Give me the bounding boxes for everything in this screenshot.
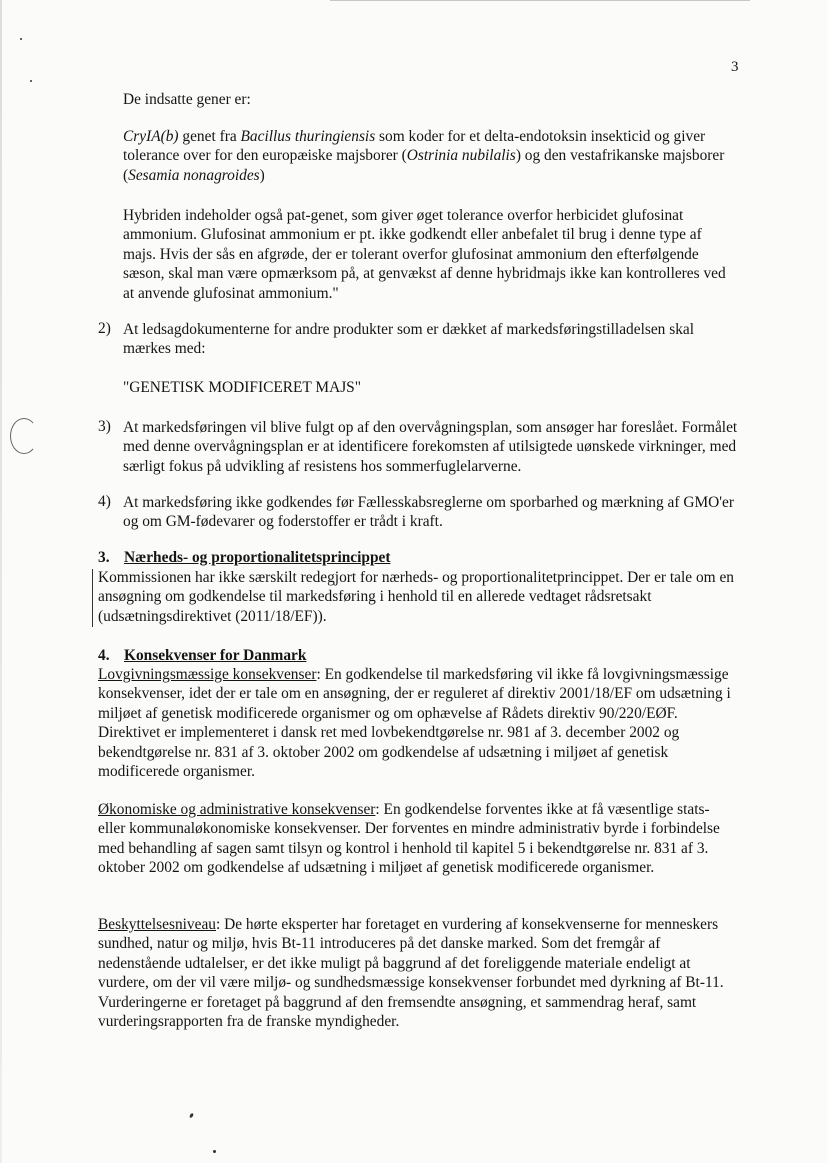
gene-text-4: ): [259, 166, 265, 184]
paragraph-body: : En godkendelse til markedsføring vil ikke få lovgivningsmæssige konsekvenser, idet der er tale om en ansøgning, der er reguleret af direktiv 2001/18/EF om udsætning i miljøet af genetisk modificerede organismer og om ophævelse af Rådets direktiv 90/220/EØF. Direktivet er implementeret i dansk ret med lovbekendtgørelse nr. 981 af 3. december 2002 og bekendtgørelse nr. 831 af 3. oktober 2002 om godkendelse af udsætning i miljøet af genetisk modificerede organismer.: [98, 666, 731, 781]
list-item-text: At markedsføringen vil blive fulgt op af den overvågningsplan, som ansøger har foreslået. Formålet med denne overvågningsplan er at identificere forekomsten af utilsigtede uønskede virkninger, med særligt fokus på udvikling af resistens hos sommerfuglelarverne.: [123, 419, 738, 475]
list-item-number: 4): [98, 493, 111, 510]
hybrid-paragraph: Hybriden indeholder også pat-genet, som giver øget tolerance overfor herbicidet glufosinat ammonium. Glufosinat ammonium er pt. ikke godkendt eller anbefalet til brug i denne type af majs. Hvis der sås en afgrøde, der er tolerant overfor glufosinat ammonium den efterfølgende sæson, skal man være opmærksom på, at genvækst af denne hybridmajs ikke kan kontrolleres ved at anvende glufosinat ammonium.": [123, 207, 726, 302]
section-3-heading: [98, 549, 391, 567]
punch-hole-mark: [10, 418, 38, 454]
paragraph-body: : De hørte eksperter har foretaget en vurdering af konsekvenserne for menneskers sundhed, natur og miljø, hvis Bt-11 introduceres på det danske marked. Som det fremgår af nedenstående udtalelser, er det ikke muligt på baggrund af det foreliggende materiale endeligt at vurdere, om der vil være miljø- og sundhedsmæssige konsekvenser forbundet med dyrkning af Bt-11. Vurderingerne er foretaget på baggrund af den fremsendte ansøgning, et sammendrag heraf, samt vurderingsrapporten fra de franske myndigheder.: [98, 916, 724, 1031]
label-text: "GENETISK MODIFICERET MAJS": [123, 379, 362, 396]
list-item-number: 2): [98, 320, 111, 337]
list-item-text: At markedsføring ikke godkendes før Fællesskabsreglerne om sporbarhed og mærkning af GMO'er og om GM-fødevarer og foderstoffer er trådt i kraft.: [123, 494, 734, 531]
paragraph-label: Lovgivningsmæssige konsekvenser: [98, 666, 317, 683]
borer-name-1: Ostrinia nubilalis: [406, 147, 516, 165]
section-number: 3.: [98, 549, 110, 566]
gene-paragraph: [123, 127, 738, 185]
list-item-number: 3): [98, 418, 111, 435]
section-3-text: Kommissionen har ikke særskilt redegjort for nærheds- og proportionalitetprincippet. Der er tale om en ansøgning om godkendelse til markedsføring i henhold til en allerede vedtaget rådsretsakt (udsætningsdirektivet (2011/18/EF)).: [98, 569, 734, 625]
section-4-paragraph-3: [98, 915, 738, 1031]
gene-text-3: ) og den vestafrikanske majsborer (: [123, 147, 725, 184]
scan-speck: [213, 1150, 216, 1153]
gene-text-1: genet fra: [178, 128, 241, 145]
list-item-text: At ledsagdokumenterne for andre produkter som er dækket af markedsføringstilladelsen skal mærkes med:: [123, 321, 694, 358]
change-bar: [92, 569, 93, 627]
paragraph-label: Økonomiske og administrative konsekvenser: [98, 801, 376, 818]
section-title: Konsekvenser for Danmark: [124, 647, 307, 664]
paragraph-label: Beskyttelsesniveau: [98, 916, 216, 933]
gene-name: CryIA(b): [123, 128, 179, 145]
section-4-heading: [98, 647, 306, 665]
organism-name: Bacillus thuringiensis: [240, 128, 376, 145]
scan-speck: [30, 80, 32, 82]
section-4-paragraph-2: [98, 800, 738, 878]
intro-heading: De indsatte gener er:: [123, 91, 251, 108]
borer-name-2: Sesamia nonagroides: [128, 166, 260, 184]
page-edge: [0, 0, 2, 1163]
section-number: 4.: [98, 647, 110, 664]
scan-speck: [189, 1113, 194, 1119]
scan-speck: [20, 38, 22, 40]
scan-artifact-line: [330, 0, 750, 1]
section-4-paragraph-1: [98, 665, 738, 781]
paragraph-body: : En godkendelse forventes ikke at få væsentlige stats- eller kommunaløkonomiske konsekvenser. Der forventes en mindre administrativ byrde i forbindelse med behandling af sagen samt tilsyn og kontrol i henhold til kapitel 5 i bekendtgørelse nr. 831 af 3. oktober 2002 om godkendelse af udsætning i miljøet af genetisk modificerede organismer.: [98, 801, 720, 877]
page-number: 3: [731, 59, 739, 75]
gene-text-2: som koder for et delta-endotoksin insekticid og giver tolerance over for den europæiske majsborer (: [123, 128, 706, 165]
section-title: Nærheds- og proportionalitetsprincippet: [124, 549, 391, 566]
